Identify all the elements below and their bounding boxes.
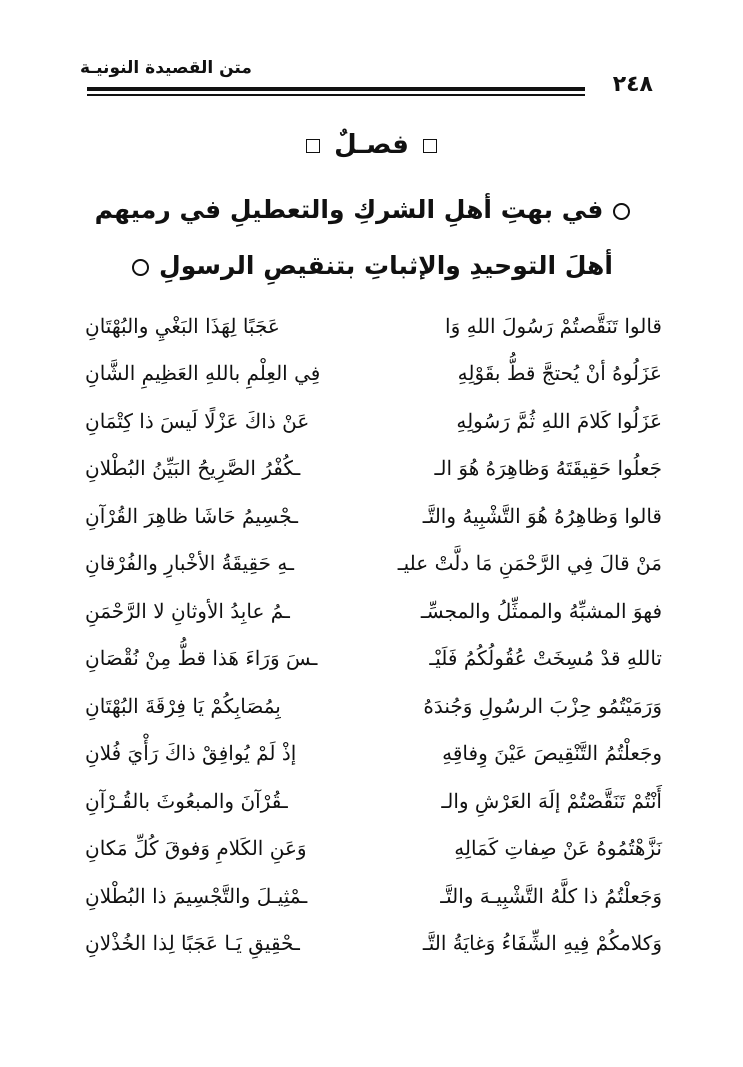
header-rule-thin <box>87 94 585 96</box>
circle-ornament-icon <box>132 259 149 276</box>
verse-line <box>85 445 662 493</box>
section-subtitle <box>80 182 655 294</box>
section-subtitle-text: في بهتِ أهلِ الشركِ والتعطيلِ في رميهم أهلَ التوحيدِ والإثباتِ بتنقيصِ الرسولِ <box>94 195 613 280</box>
verse-line <box>85 302 662 350</box>
verse-first-hemistich: مَنْ قالَ فِي الرَّحْمَنِ مَا دلَّتْ عليـ <box>397 551 662 576</box>
square-ornament-icon <box>306 139 320 153</box>
page-number: ٢٤٨ <box>612 72 653 97</box>
verse-first-hemistich: قالوا تَنَقَّصتُمْ رَسُولَ اللهِ وَا <box>445 313 662 338</box>
verse-second-hemistich: ـمُ عابِدُ الأوثانِ لا الرَّحْمَنِ <box>85 598 290 623</box>
verse-line <box>85 682 662 730</box>
verse-second-hemistich: ـمْثِيـلَ والتَّجْسِيمَ ذا البُطْلانِ <box>85 883 308 908</box>
verse-line <box>85 825 662 873</box>
verse-first-hemistich: جَعلُوا حَقِيقَتَهُ وَظاهِرَهُ هُوَ الـ <box>434 456 662 481</box>
verse-first-hemistich: فهوَ المشبِّهُ والممثِّلُ والمجسِّـ <box>420 598 662 623</box>
verse-line <box>85 540 662 588</box>
verse-first-hemistich: وَكلامكُمْ فِيهِ الشِّفَاءُ وَغايَةُ التَّـ <box>422 931 662 956</box>
verse-line <box>85 730 662 778</box>
section-heading <box>0 130 743 160</box>
verse-second-hemistich: إذْ لَمْ يُوافِقْ ذاكَ رَأْيَ فُلانِ <box>85 741 297 766</box>
verse-first-hemistich: أَنْتُمْ تَنَقَّصْتُمْ إلَهَ العَرْشِ والـ <box>441 788 662 813</box>
verse-first-hemistich: عَزَلُوا كَلامَ اللهِ ثُمَّ رَسُولِهِ <box>456 408 662 433</box>
verse-line <box>85 397 662 445</box>
verse-line <box>85 587 662 635</box>
verse-second-hemistich: ـحْقِيقِ يَـا عَجَبًا لِذا الخُذْلانِ <box>85 931 300 956</box>
verse-first-hemistich: وَرَمَيْتُمُو حِزْبَ الرسُولِ وَجُندَهُ <box>423 693 662 718</box>
verse-first-hemistich: وجَعلْتُمُ التَّنْقِيصَ عَيْنَ وِفاقِهِ <box>442 741 662 766</box>
verse-line <box>85 492 662 540</box>
verse-first-hemistich: تاللهِ قدْ مُسِخَتْ عُقُولُكُمُ فَلَيْـ <box>429 646 662 671</box>
square-ornament-icon <box>423 139 437 153</box>
verse-second-hemistich: ـهِ حَقِيقَةُ الأخْبارِ والفُرْقانِ <box>85 551 294 576</box>
circle-ornament-icon <box>613 203 630 220</box>
verse-first-hemistich: عَزَلُوهُ أنْ يُحتجَّ قطُّ بقَوْلِهِ <box>457 361 662 386</box>
verse-second-hemistich: ـكُفْرُ الصَّرِيحُ البَيِّنُ البُطْلانِ <box>85 456 301 481</box>
verse-first-hemistich: نَزَّهْتُمُوهُ عَنْ صِفاتِ كَمَالِهِ <box>454 836 662 861</box>
verse-second-hemistich: ـجْسِيمُ حَاشَا ظاهِرَ القُرْآنِ <box>85 503 298 528</box>
verse-line <box>85 872 662 920</box>
verse-first-hemistich: وَجَعلْتُمُ ذا كلَّهُ التَّشْبِيـهَ والتَّـ <box>440 883 662 908</box>
verse-second-hemistich: بِمُصَابِكُمْ يَا فِرْقَةَ البُهْتَانِ <box>85 693 281 718</box>
verse-second-hemistich: ـسَ وَرَاءَ هَذا قطُّ مِنْ نُقْصَانِ <box>85 646 318 671</box>
verse-line <box>85 635 662 683</box>
header-rule-thick <box>87 87 585 91</box>
running-title: متن القصيدة النونيـة <box>80 58 252 78</box>
verse-first-hemistich: قالوا وَظاهِرُهُ هُوَ التَّشْبِيهُ والتَّـ <box>422 503 662 528</box>
poem-verses <box>85 302 662 967</box>
verse-second-hemistich: عَنْ ذاكَ عَزْلًا لَيسَ ذا كِتْمَانِ <box>85 408 310 433</box>
verse-line <box>85 350 662 398</box>
verse-second-hemistich: ـقُرْآنَ والمبعُوثَ بالقُـرْآنِ <box>85 788 288 813</box>
verse-line <box>85 777 662 825</box>
verse-second-hemistich: وَعَنِ الكَلامِ وَفوقَ كُلِّ مَكانِ <box>85 836 307 861</box>
verse-line <box>85 920 662 968</box>
verse-second-hemistich: عَجَبًا لِهَذَا البَغْيِ والبُهْتَانِ <box>85 313 280 338</box>
section-heading-text: فصـلٌ <box>334 130 409 160</box>
verse-second-hemistich: فِي العِلْمِ باللهِ العَظِيمِ الشَّانِ <box>85 361 321 386</box>
